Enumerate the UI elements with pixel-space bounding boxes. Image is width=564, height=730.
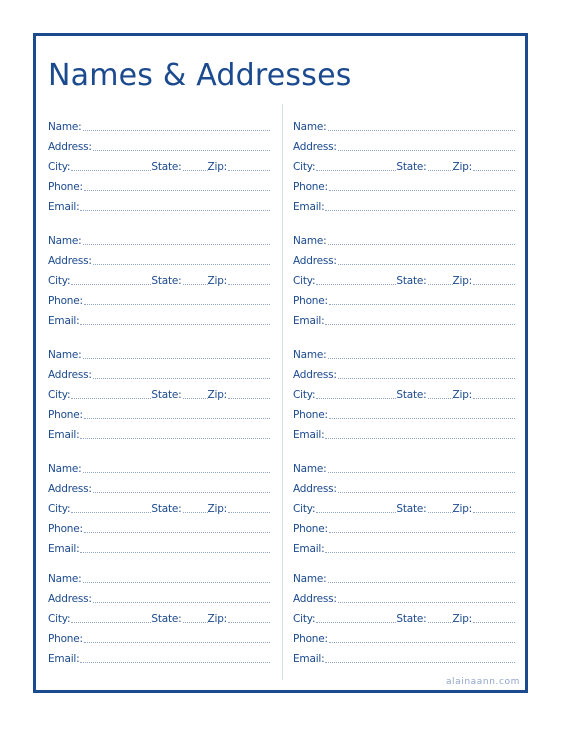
state-write-line[interactable] bbox=[428, 284, 453, 285]
address-entry bbox=[48, 341, 270, 441]
address-label: Address: bbox=[293, 483, 337, 495]
name-write-line[interactable] bbox=[83, 130, 270, 131]
city-state-zip-row bbox=[48, 153, 270, 173]
address-write-line[interactable] bbox=[338, 492, 515, 493]
email-row bbox=[48, 645, 270, 665]
state-write-line[interactable] bbox=[183, 512, 208, 513]
email-write-line[interactable] bbox=[325, 210, 515, 211]
email-label: Email: bbox=[48, 315, 80, 327]
phone-write-line[interactable] bbox=[84, 642, 270, 643]
phone-write-line[interactable] bbox=[84, 190, 270, 191]
state-write-line[interactable] bbox=[183, 622, 208, 623]
phone-label: Phone: bbox=[48, 523, 83, 535]
email-write-line[interactable] bbox=[80, 324, 270, 325]
phone-write-line[interactable] bbox=[329, 190, 515, 191]
name-write-line[interactable] bbox=[328, 130, 515, 131]
address-write-line[interactable] bbox=[93, 378, 270, 379]
name-label: Name: bbox=[48, 463, 82, 475]
city-state-zip-row bbox=[293, 605, 515, 625]
email-label: Email: bbox=[293, 543, 325, 555]
zip-write-line[interactable] bbox=[473, 284, 515, 285]
email-write-line[interactable] bbox=[325, 324, 515, 325]
name-label: Name: bbox=[48, 573, 82, 585]
address-row bbox=[48, 475, 270, 495]
email-write-line[interactable] bbox=[325, 438, 515, 439]
phone-row bbox=[293, 625, 515, 645]
address-write-line[interactable] bbox=[93, 602, 270, 603]
phone-row bbox=[293, 287, 515, 307]
address-write-line[interactable] bbox=[338, 602, 515, 603]
page-title: Names & Addresses bbox=[48, 58, 352, 93]
city-label: City: bbox=[293, 613, 316, 625]
column-divider bbox=[282, 104, 283, 680]
state-label: State: bbox=[396, 613, 427, 625]
name-row bbox=[293, 565, 515, 585]
phone-row bbox=[293, 401, 515, 421]
phone-row bbox=[48, 287, 270, 307]
website-credit: alainaann.com bbox=[445, 677, 520, 687]
email-row bbox=[48, 535, 270, 555]
address-entry bbox=[293, 341, 515, 441]
address-label: Address: bbox=[48, 141, 92, 153]
name-write-line[interactable] bbox=[83, 472, 270, 473]
name-row bbox=[48, 565, 270, 585]
phone-label: Phone: bbox=[293, 409, 328, 421]
email-row bbox=[293, 307, 515, 327]
address-entry bbox=[48, 227, 270, 327]
city-write-line[interactable] bbox=[71, 512, 151, 513]
zip-label: Zip: bbox=[207, 613, 228, 625]
address-entry bbox=[293, 227, 515, 327]
name-row bbox=[48, 341, 270, 361]
zip-write-line[interactable] bbox=[473, 398, 515, 399]
right-column bbox=[293, 113, 515, 665]
city-label: City: bbox=[293, 161, 316, 173]
phone-label: Phone: bbox=[293, 181, 328, 193]
address-row bbox=[48, 585, 270, 605]
state-write-line[interactable] bbox=[428, 622, 453, 623]
address-row bbox=[48, 133, 270, 153]
address-entry bbox=[293, 455, 515, 555]
name-label: Name: bbox=[48, 121, 82, 133]
address-entry bbox=[293, 113, 515, 213]
address-row bbox=[48, 247, 270, 267]
address-label: Address: bbox=[48, 255, 92, 267]
city-label: City: bbox=[48, 389, 71, 401]
state-write-line[interactable] bbox=[428, 512, 453, 513]
email-row bbox=[48, 193, 270, 213]
state-write-line[interactable] bbox=[428, 398, 453, 399]
name-write-line[interactable] bbox=[328, 244, 515, 245]
email-write-line[interactable] bbox=[80, 552, 270, 553]
zip-write-line[interactable] bbox=[228, 284, 270, 285]
address-row bbox=[293, 361, 515, 381]
address-label: Address: bbox=[48, 593, 92, 605]
state-label: State: bbox=[396, 161, 427, 173]
name-write-line[interactable] bbox=[83, 582, 270, 583]
phone-label: Phone: bbox=[48, 409, 83, 421]
name-label: Name: bbox=[48, 349, 82, 361]
address-entry bbox=[48, 113, 270, 213]
city-state-zip-row bbox=[293, 153, 515, 173]
state-label: State: bbox=[396, 389, 427, 401]
city-write-line[interactable] bbox=[71, 398, 151, 399]
zip-label: Zip: bbox=[452, 275, 473, 287]
email-row bbox=[293, 193, 515, 213]
address-row bbox=[293, 475, 515, 495]
name-row bbox=[48, 455, 270, 475]
email-write-line[interactable] bbox=[80, 438, 270, 439]
name-label: Name: bbox=[293, 235, 327, 247]
city-label: City: bbox=[48, 503, 71, 515]
zip-write-line[interactable] bbox=[228, 170, 270, 171]
left-column bbox=[48, 113, 270, 665]
state-write-line[interactable] bbox=[428, 170, 453, 171]
email-row bbox=[293, 535, 515, 555]
name-row bbox=[293, 455, 515, 475]
phone-write-line[interactable] bbox=[329, 304, 515, 305]
city-write-line[interactable] bbox=[71, 170, 151, 171]
name-write-line[interactable] bbox=[328, 358, 515, 359]
state-write-line[interactable] bbox=[183, 398, 208, 399]
state-label: State: bbox=[151, 161, 182, 173]
phone-row bbox=[48, 625, 270, 645]
address-row bbox=[48, 361, 270, 381]
phone-write-line[interactable] bbox=[329, 642, 515, 643]
address-label: Address: bbox=[48, 369, 92, 381]
email-label: Email: bbox=[293, 429, 325, 441]
state-label: State: bbox=[151, 389, 182, 401]
address-row bbox=[293, 247, 515, 267]
city-state-zip-row bbox=[293, 495, 515, 515]
zip-label: Zip: bbox=[207, 161, 228, 173]
email-write-line[interactable] bbox=[80, 662, 270, 663]
email-row bbox=[48, 421, 270, 441]
zip-label: Zip: bbox=[452, 389, 473, 401]
city-label: City: bbox=[293, 503, 316, 515]
city-label: City: bbox=[48, 275, 71, 287]
zip-write-line[interactable] bbox=[228, 398, 270, 399]
city-write-line[interactable] bbox=[316, 512, 396, 513]
state-label: State: bbox=[396, 275, 427, 287]
email-row bbox=[293, 645, 515, 665]
name-write-line[interactable] bbox=[328, 472, 515, 473]
name-label: Name: bbox=[48, 235, 82, 247]
address-label: Address: bbox=[293, 255, 337, 267]
zip-label: Zip: bbox=[452, 503, 473, 515]
state-label: State: bbox=[151, 613, 182, 625]
city-state-zip-row bbox=[293, 267, 515, 287]
phone-write-line[interactable] bbox=[84, 532, 270, 533]
email-row bbox=[48, 307, 270, 327]
city-state-zip-row bbox=[48, 605, 270, 625]
name-row bbox=[48, 227, 270, 247]
address-entry bbox=[48, 565, 270, 665]
name-label: Name: bbox=[293, 121, 327, 133]
email-write-line[interactable] bbox=[325, 552, 515, 553]
address-row bbox=[293, 585, 515, 605]
phone-row bbox=[48, 401, 270, 421]
email-label: Email: bbox=[48, 201, 80, 213]
state-label: State: bbox=[151, 503, 182, 515]
zip-write-line[interactable] bbox=[473, 170, 515, 171]
email-label: Email: bbox=[48, 653, 80, 665]
city-label: City: bbox=[293, 389, 316, 401]
state-write-line[interactable] bbox=[183, 284, 208, 285]
phone-write-line[interactable] bbox=[329, 418, 515, 419]
name-write-line[interactable] bbox=[328, 582, 515, 583]
phone-write-line[interactable] bbox=[84, 304, 270, 305]
zip-label: Zip: bbox=[207, 503, 228, 515]
city-state-zip-row bbox=[48, 267, 270, 287]
city-label: City: bbox=[293, 275, 316, 287]
state-write-line[interactable] bbox=[183, 170, 208, 171]
name-label: Name: bbox=[293, 463, 327, 475]
email-label: Email: bbox=[293, 653, 325, 665]
address-write-line[interactable] bbox=[93, 492, 270, 493]
name-row bbox=[293, 341, 515, 361]
phone-label: Phone: bbox=[293, 633, 328, 645]
name-label: Name: bbox=[293, 573, 327, 585]
phone-write-line[interactable] bbox=[84, 418, 270, 419]
address-label: Address: bbox=[293, 369, 337, 381]
phone-row bbox=[293, 173, 515, 193]
email-write-line[interactable] bbox=[325, 662, 515, 663]
phone-label: Phone: bbox=[48, 633, 83, 645]
name-row bbox=[293, 227, 515, 247]
city-label: City: bbox=[48, 161, 71, 173]
zip-label: Zip: bbox=[452, 613, 473, 625]
address-label: Address: bbox=[293, 593, 337, 605]
city-state-zip-row bbox=[48, 495, 270, 515]
email-row bbox=[293, 421, 515, 441]
address-entry bbox=[48, 455, 270, 555]
phone-row bbox=[48, 173, 270, 193]
zip-label: Zip: bbox=[452, 161, 473, 173]
zip-label: Zip: bbox=[207, 389, 228, 401]
email-write-line[interactable] bbox=[80, 210, 270, 211]
address-write-line[interactable] bbox=[93, 150, 270, 151]
email-label: Email: bbox=[293, 315, 325, 327]
city-write-line[interactable] bbox=[316, 398, 396, 399]
name-label: Name: bbox=[293, 349, 327, 361]
address-write-line[interactable] bbox=[338, 150, 515, 151]
name-row bbox=[293, 113, 515, 133]
address-write-line[interactable] bbox=[338, 264, 515, 265]
address-write-line[interactable] bbox=[93, 264, 270, 265]
address-entry bbox=[293, 565, 515, 665]
state-label: State: bbox=[396, 503, 427, 515]
city-write-line[interactable] bbox=[316, 284, 396, 285]
zip-label: Zip: bbox=[207, 275, 228, 287]
phone-label: Phone: bbox=[48, 181, 83, 193]
zip-write-line[interactable] bbox=[228, 512, 270, 513]
city-state-zip-row bbox=[48, 381, 270, 401]
zip-write-line[interactable] bbox=[473, 512, 515, 513]
address-write-line[interactable] bbox=[338, 378, 515, 379]
city-label: City: bbox=[48, 613, 71, 625]
phone-row bbox=[48, 515, 270, 535]
email-label: Email: bbox=[293, 201, 325, 213]
city-state-zip-row bbox=[293, 381, 515, 401]
city-write-line[interactable] bbox=[316, 622, 396, 623]
city-write-line[interactable] bbox=[71, 284, 151, 285]
phone-label: Phone: bbox=[293, 523, 328, 535]
address-row bbox=[293, 133, 515, 153]
address-label: Address: bbox=[48, 483, 92, 495]
name-row bbox=[48, 113, 270, 133]
name-write-line[interactable] bbox=[83, 244, 270, 245]
phone-write-line[interactable] bbox=[329, 532, 515, 533]
address-label: Address: bbox=[293, 141, 337, 153]
zip-write-line[interactable] bbox=[228, 622, 270, 623]
city-write-line[interactable] bbox=[71, 622, 151, 623]
phone-label: Phone: bbox=[48, 295, 83, 307]
city-write-line[interactable] bbox=[316, 170, 396, 171]
email-label: Email: bbox=[48, 429, 80, 441]
name-write-line[interactable] bbox=[83, 358, 270, 359]
zip-write-line[interactable] bbox=[473, 622, 515, 623]
phone-label: Phone: bbox=[293, 295, 328, 307]
email-label: Email: bbox=[48, 543, 80, 555]
phone-row bbox=[293, 515, 515, 535]
state-label: State: bbox=[151, 275, 182, 287]
